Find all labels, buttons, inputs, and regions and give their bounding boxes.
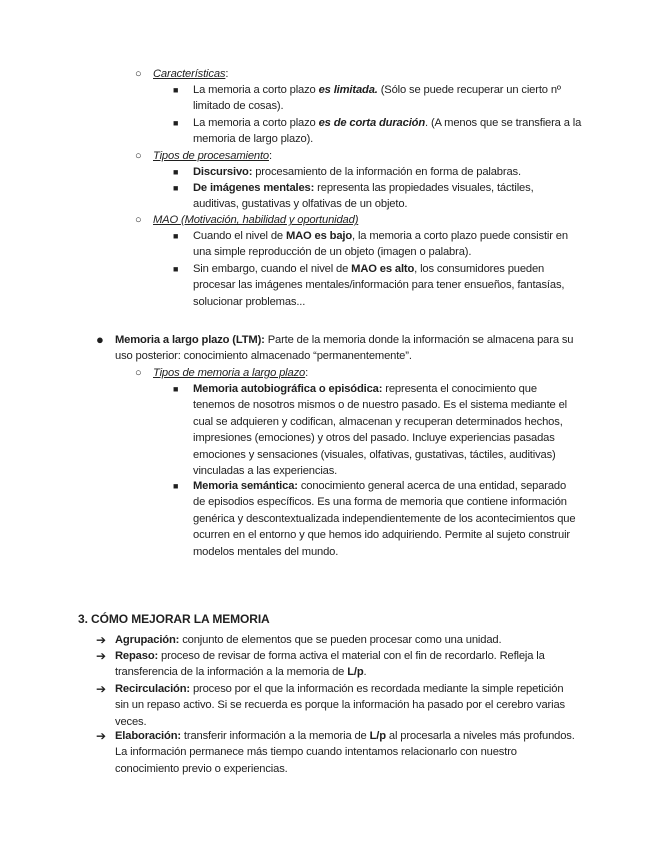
list-item: La memoria a corto plazo es limitada. (Sólo se puede recuperar un cierto nº limitado de cosas). <box>193 84 561 113</box>
list-item: Agrupación: conjunto de elementos que se pueden procesar como una unidad. <box>115 634 502 646</box>
hollow-circle-bullet-icon: ○ <box>135 367 142 379</box>
sublist-label-caracteristicas: Características: <box>153 68 229 80</box>
hollow-circle-bullet-icon: ○ <box>135 214 142 226</box>
list-item: Sin embargo, cuando el nivel de MAO es alto, los consumidores pueden procesar las imágenes mentales/información para tener ensueños, fantasías, solucionar problemas... <box>193 263 565 308</box>
square-bullet-icon: ■ <box>173 384 179 394</box>
list-item: Repaso: proceso de revisar de forma activa el material con el fin de recordarlo. Refleja la transferencia de la información a la memoria de L/p. <box>115 650 545 679</box>
square-bullet-icon: ■ <box>173 85 179 95</box>
filled-circle-bullet-icon: ● <box>96 332 104 347</box>
sublist-label-mao: MAO (Motivación, habilidad y oportunidad) <box>153 214 359 226</box>
section-heading: 3. CÓMO MEJORAR LA MEMORIA <box>78 612 270 626</box>
square-bullet-icon: ■ <box>173 264 179 274</box>
square-bullet-icon: ■ <box>173 231 179 241</box>
list-item: Elaboración: transferir información a la memoria de L/p al procesarla a niveles más profundos. La información permanece más tiempo cuando intentamos relacionarlo con nuestro conocimiento previo o experiencias. <box>115 730 575 775</box>
arrow-bullet-icon: ➔ <box>96 729 107 743</box>
list-item: Recirculación: proceso por el que la información es recordada mediante la simple repetición sin un repaso activo. Si se recuerda es porque la información ha pasado por el cerebro varias veces. <box>115 683 565 728</box>
sublist-label-tipos-procesamiento: Tipos de procesamiento: <box>153 150 272 162</box>
arrow-bullet-icon: ➔ <box>96 649 107 663</box>
sublist-label-tipos-memoria: Tipos de memoria a largo plazo: <box>153 367 309 379</box>
list-item: Cuando el nivel de MAO es bajo, la memoria a corto plazo puede consistir en una simple reproducción de un objeto (imagen o palabra). <box>193 230 568 259</box>
hollow-circle-bullet-icon: ○ <box>135 150 142 162</box>
square-bullet-icon: ■ <box>173 183 179 193</box>
arrow-bullet-icon: ➔ <box>96 682 107 696</box>
square-bullet-icon: ■ <box>173 167 179 177</box>
square-bullet-icon: ■ <box>173 118 179 128</box>
list-item: De imágenes mentales: representa las propiedades visuales, táctiles, auditivas, gustativas y olfativas de un objeto. <box>193 182 534 211</box>
list-item: Discursivo: procesamiento de la información en forma de palabras. <box>193 166 521 178</box>
square-bullet-icon: ■ <box>173 481 179 491</box>
arrow-bullet-icon: ➔ <box>96 633 107 647</box>
list-item: Memoria autobiográfica o episódica: representa el conocimiento que tenemos de nosotros mismos o de nuestro pasado. Es el sistema mediante el cual se adquieren y codifican, almacenan y recuperan determinados hechos, impresiones (emociones) y otros del pasado. Incluye experiencias pasadas emociones y sensaciones (visuales, olfativas, gustativas, táctiles, auditivas) vinculadas a las experiencias. <box>193 383 567 478</box>
list-item: La memoria a corto plazo es de corta duración. (A menos que se transfiera a la memoria de largo plazo). <box>193 117 582 146</box>
hollow-circle-bullet-icon: ○ <box>135 68 142 80</box>
list-item-long-term-memory: Memoria a largo plazo (LTM): Parte de la memoria donde la información se almacena para su uso posterior: conocimiento almacenado “permanentemente”. <box>115 334 574 363</box>
list-item: Memoria semántica: conocimiento general acerca de una entidad, separado de episodios específicos. Es una forma de memoria que contiene información genérica y descontextualizada independientemente de los acontecimientos que ocurren en el entorno y que hemos ido adquiriendo. Permite al sujeto construir modelos mentales del mundo. <box>193 480 576 558</box>
